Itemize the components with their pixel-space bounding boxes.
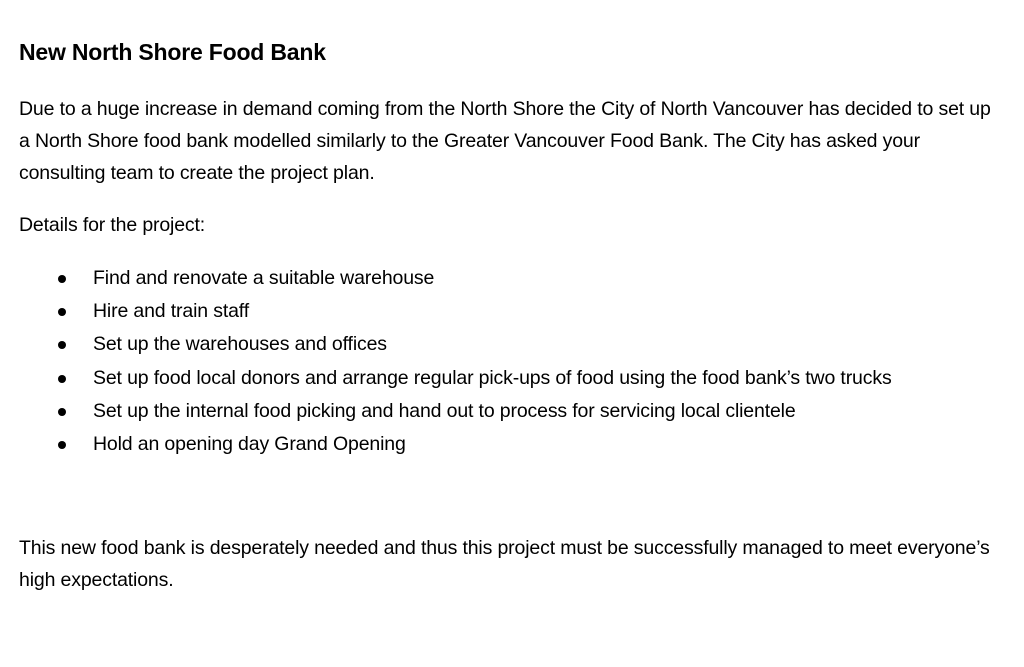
list-item-text: Set up the internal food picking and hand out to process for servicing local clientele <box>93 399 796 422</box>
closing-paragraph: This new food bank is desperately needed and thus this project must be successfully managed to meet everyone’s high expectations. <box>19 537 990 591</box>
bullet-icon <box>58 441 66 449</box>
list-item-text: Find and renovate a suitable warehouse <box>93 267 435 289</box>
list-item-text: Set up food local donors and arrange regular pick-ups of food using the food bank’s two trucks <box>93 366 892 389</box>
list-item-text: Hire and train staff <box>93 300 249 323</box>
bullet-icon <box>58 275 66 283</box>
bullet-icon <box>58 308 66 316</box>
intro-paragraph: Due to a huge increase in demand coming from the North Shore the City of North Vancouver has decided to set up a North Shore food bank modelled similarly to the Greater Vancouver Food Bank. The City has asked your consulting team to create the project plan. <box>19 98 991 184</box>
list-item-text: Set up the warehouses and offices <box>93 333 387 356</box>
bullet-icon <box>58 408 66 416</box>
document-title: New North Shore Food Bank <box>19 39 326 65</box>
bullet-icon <box>58 341 66 349</box>
details-label: Details for the project: <box>19 214 206 236</box>
bullet-icon <box>58 375 66 383</box>
list-item-text: Hold an opening day Grand Opening <box>93 432 406 455</box>
